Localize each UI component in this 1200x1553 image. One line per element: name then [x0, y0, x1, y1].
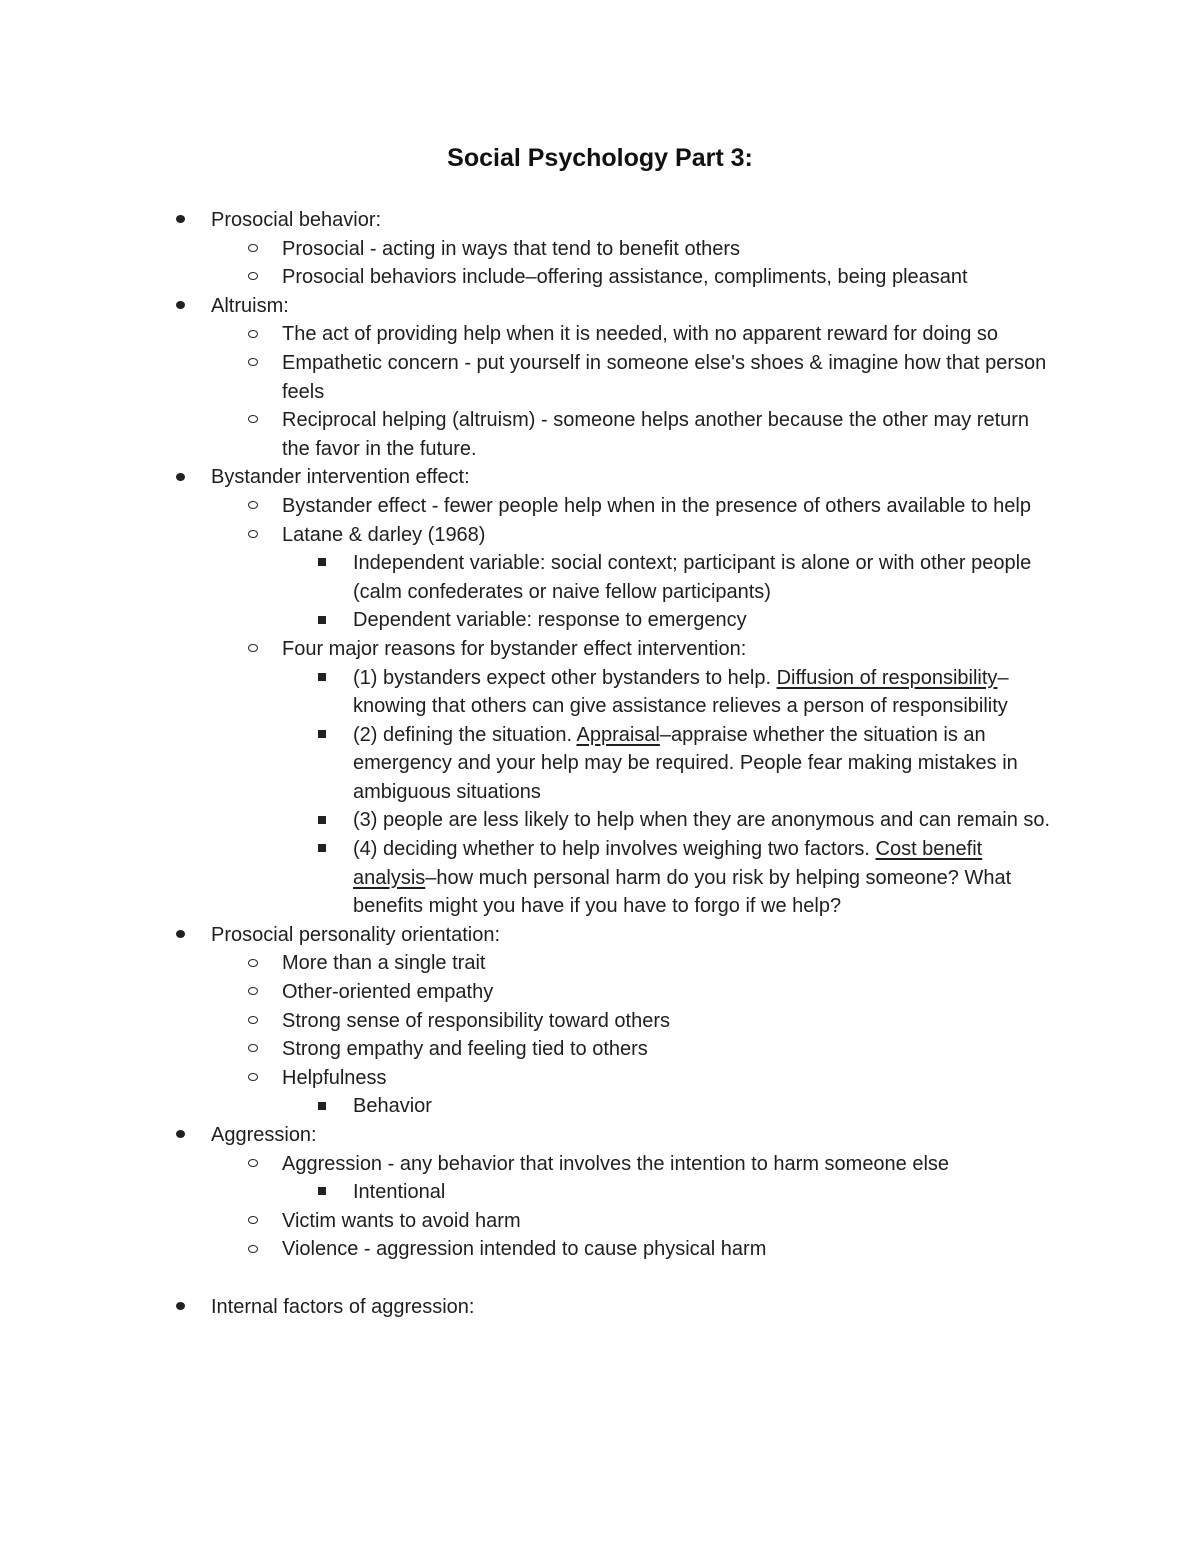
list-item: [0, 549, 1200, 606]
hollow-circle-bullet-icon: [248, 987, 258, 995]
list-item: [0, 292, 1200, 321]
hollow-circle-bullet-icon: [248, 959, 258, 967]
list-item-text: Altruism:: [211, 294, 289, 317]
filled-circle-bullet-icon: [176, 473, 185, 481]
square-bullet-icon: [318, 816, 326, 824]
list-item: [0, 835, 1200, 921]
list-item-text: Helpfulness: [282, 1066, 387, 1089]
square-bullet-icon: [318, 1102, 326, 1110]
bullet-marker: [176, 921, 185, 950]
bullet-marker: [318, 806, 326, 835]
bullet-marker: [176, 292, 185, 321]
bullet-marker: [248, 320, 258, 349]
bullet-marker: [248, 1064, 258, 1093]
list-item-text: Bystander effect - fewer people help when in the presence of others available to help: [282, 494, 1031, 517]
list-item-text: (1) bystanders expect other bystanders to help.: [353, 666, 777, 689]
filled-circle-bullet-icon: [176, 930, 185, 938]
hollow-circle-bullet-icon: [248, 644, 258, 652]
filled-circle-bullet-icon: [176, 215, 185, 223]
list-item: [0, 921, 1200, 950]
hollow-circle-bullet-icon: [248, 1016, 258, 1024]
bullet-marker: [176, 1293, 185, 1322]
list-item: [0, 1121, 1200, 1150]
notes-list: [0, 206, 1200, 1322]
list-item-text: Latane & darley (1968): [282, 523, 486, 546]
list-item: [0, 463, 1200, 492]
list-item-text: The act of providing help when it is needed, with no apparent reward for doing so: [282, 323, 998, 346]
bullet-marker: [318, 835, 326, 864]
list-item: [0, 1293, 1200, 1322]
list-item-text: (2) defining the situation.: [353, 723, 577, 746]
bullet-marker: [248, 406, 258, 435]
list-item-text: Internal factors of aggression:: [211, 1295, 475, 1318]
bullet-marker: [248, 521, 258, 550]
underlined-term: Appraisal: [576, 723, 660, 746]
list-item: [0, 1178, 1200, 1207]
bullet-marker: [248, 1207, 258, 1236]
list-item-text: Prosocial - acting in ways that tend to benefit others: [282, 237, 741, 260]
hollow-circle-bullet-icon: [248, 272, 258, 280]
list-item-text: Reciprocal helping (altruism) - someone helps another because the other may return the favor in the future.: [282, 409, 1030, 460]
list-item-text: Independent variable: social context; participant is alone or with other people (calm confederates or naive fellow participants): [353, 552, 1032, 603]
list-item-text: Behavior: [353, 1095, 432, 1118]
bullet-marker: [248, 949, 258, 978]
list-item: [0, 606, 1200, 635]
list-item: [0, 949, 1200, 978]
square-bullet-icon: [318, 616, 326, 624]
filled-circle-bullet-icon: [176, 1130, 185, 1138]
bullet-marker: [248, 978, 258, 1007]
list-item-text: Violence - aggression intended to cause physical harm: [282, 1238, 767, 1261]
list-item: [0, 1092, 1200, 1121]
hollow-circle-bullet-icon: [248, 358, 258, 366]
list-item-text: Victim wants to avoid harm: [282, 1209, 521, 1232]
list-item: [0, 492, 1200, 521]
bullet-marker: [318, 1178, 326, 1207]
list-item-text: (4) deciding whether to help involves weighing two factors.: [353, 838, 876, 861]
list-item: [0, 320, 1200, 349]
hollow-circle-bullet-icon: [248, 1044, 258, 1052]
bullet-marker: [248, 263, 258, 292]
bullet-marker: [176, 463, 185, 492]
page-title: Social Psychology Part 3:: [447, 144, 753, 172]
underlined-term: Cost benefit analysis: [353, 838, 983, 889]
hollow-circle-bullet-icon: [248, 330, 258, 338]
list-item: [0, 1064, 1200, 1093]
hollow-circle-bullet-icon: [248, 501, 258, 509]
list-item: [0, 664, 1200, 721]
list-item-text: –appraise whether the situation is an emergency and your help may be required. People fear making mistakes in ambiguous situations: [353, 723, 1018, 803]
bullet-marker: [248, 1035, 258, 1064]
bullet-marker: [318, 606, 326, 635]
hollow-circle-bullet-icon: [248, 1073, 258, 1081]
list-item-text: Strong empathy and feeling tied to others: [282, 1038, 648, 1061]
square-bullet-icon: [318, 730, 326, 738]
list-item-text: Prosocial behavior:: [211, 209, 382, 231]
list-item-text: Strong sense of responsibility toward others: [282, 1009, 670, 1032]
list-item-text: Dependent variable: response to emergency: [353, 609, 747, 632]
hollow-circle-bullet-icon: [248, 1159, 258, 1167]
square-bullet-icon: [318, 844, 326, 852]
hollow-circle-bullet-icon: [248, 530, 258, 538]
list-item-text: Four major reasons for bystander effect intervention:: [282, 637, 747, 660]
filled-circle-bullet-icon: [176, 1302, 185, 1310]
bullet-marker: [248, 1150, 258, 1179]
list-item-text: –knowing that others can give assistance relieves a person of responsibility: [353, 666, 1009, 718]
list-item: [0, 1007, 1200, 1036]
list-item-text: Prosocial personality orientation:: [211, 923, 501, 946]
bullet-marker: [248, 1235, 258, 1264]
square-bullet-icon: [318, 673, 326, 681]
hollow-circle-bullet-icon: [248, 1245, 258, 1253]
list-item: [0, 1207, 1200, 1236]
list-item: [0, 1235, 1200, 1264]
hollow-circle-bullet-icon: [248, 1216, 258, 1224]
list-item: [0, 521, 1200, 550]
list-item-text: Empathetic concern - put yourself in someone else's shoes & imagine how that person feels: [282, 351, 1047, 403]
list-item: [0, 206, 1200, 235]
list-item: [0, 349, 1200, 406]
bullet-marker: [248, 635, 258, 664]
bullet-marker: [248, 492, 258, 521]
bullet-marker: [176, 206, 185, 235]
list-item-text: Intentional: [353, 1181, 446, 1204]
underlined-term: Diffusion of responsibility: [776, 666, 998, 689]
bullet-marker: [248, 1007, 258, 1036]
blank-line: [0, 1264, 1200, 1293]
list-item-text: Bystander intervention effect:: [211, 466, 470, 489]
list-item: [0, 1150, 1200, 1179]
hollow-circle-bullet-icon: [248, 415, 258, 423]
square-bullet-icon: [318, 558, 326, 566]
bullet-marker: [318, 549, 326, 578]
bullet-marker: [248, 235, 258, 264]
list-item: [0, 635, 1200, 664]
bullet-marker: [176, 1121, 185, 1150]
filled-circle-bullet-icon: [176, 301, 185, 309]
list-item-text: (3) people are less likely to help when they are anonymous and can remain so.: [353, 809, 1051, 832]
list-item: [0, 406, 1200, 463]
list-item-text: Prosocial behaviors include–offering assistance, compliments, being pleasant: [282, 266, 968, 289]
list-item-text: Aggression - any behavior that involves the intention to harm someone else: [282, 1152, 950, 1175]
list-item: [0, 978, 1200, 1007]
list-item: [0, 263, 1200, 292]
list-item: [0, 806, 1200, 835]
list-item-text: –how much personal harm do you risk by helping someone? What benefits might you have if you have to forgo if we help?: [353, 866, 1012, 918]
list-item: [0, 1035, 1200, 1064]
list-item-text: Other-oriented empathy: [282, 981, 494, 1004]
square-bullet-icon: [318, 1187, 326, 1195]
list-item-text: More than a single trait: [282, 952, 486, 975]
bullet-marker: [318, 1092, 326, 1121]
hollow-circle-bullet-icon: [248, 244, 258, 252]
list-item: [0, 721, 1200, 807]
bullet-marker: [248, 349, 258, 378]
list-item: [0, 235, 1200, 264]
list-item-text: Aggression:: [211, 1124, 317, 1146]
bullet-marker: [318, 664, 326, 693]
bullet-marker: [318, 721, 326, 750]
